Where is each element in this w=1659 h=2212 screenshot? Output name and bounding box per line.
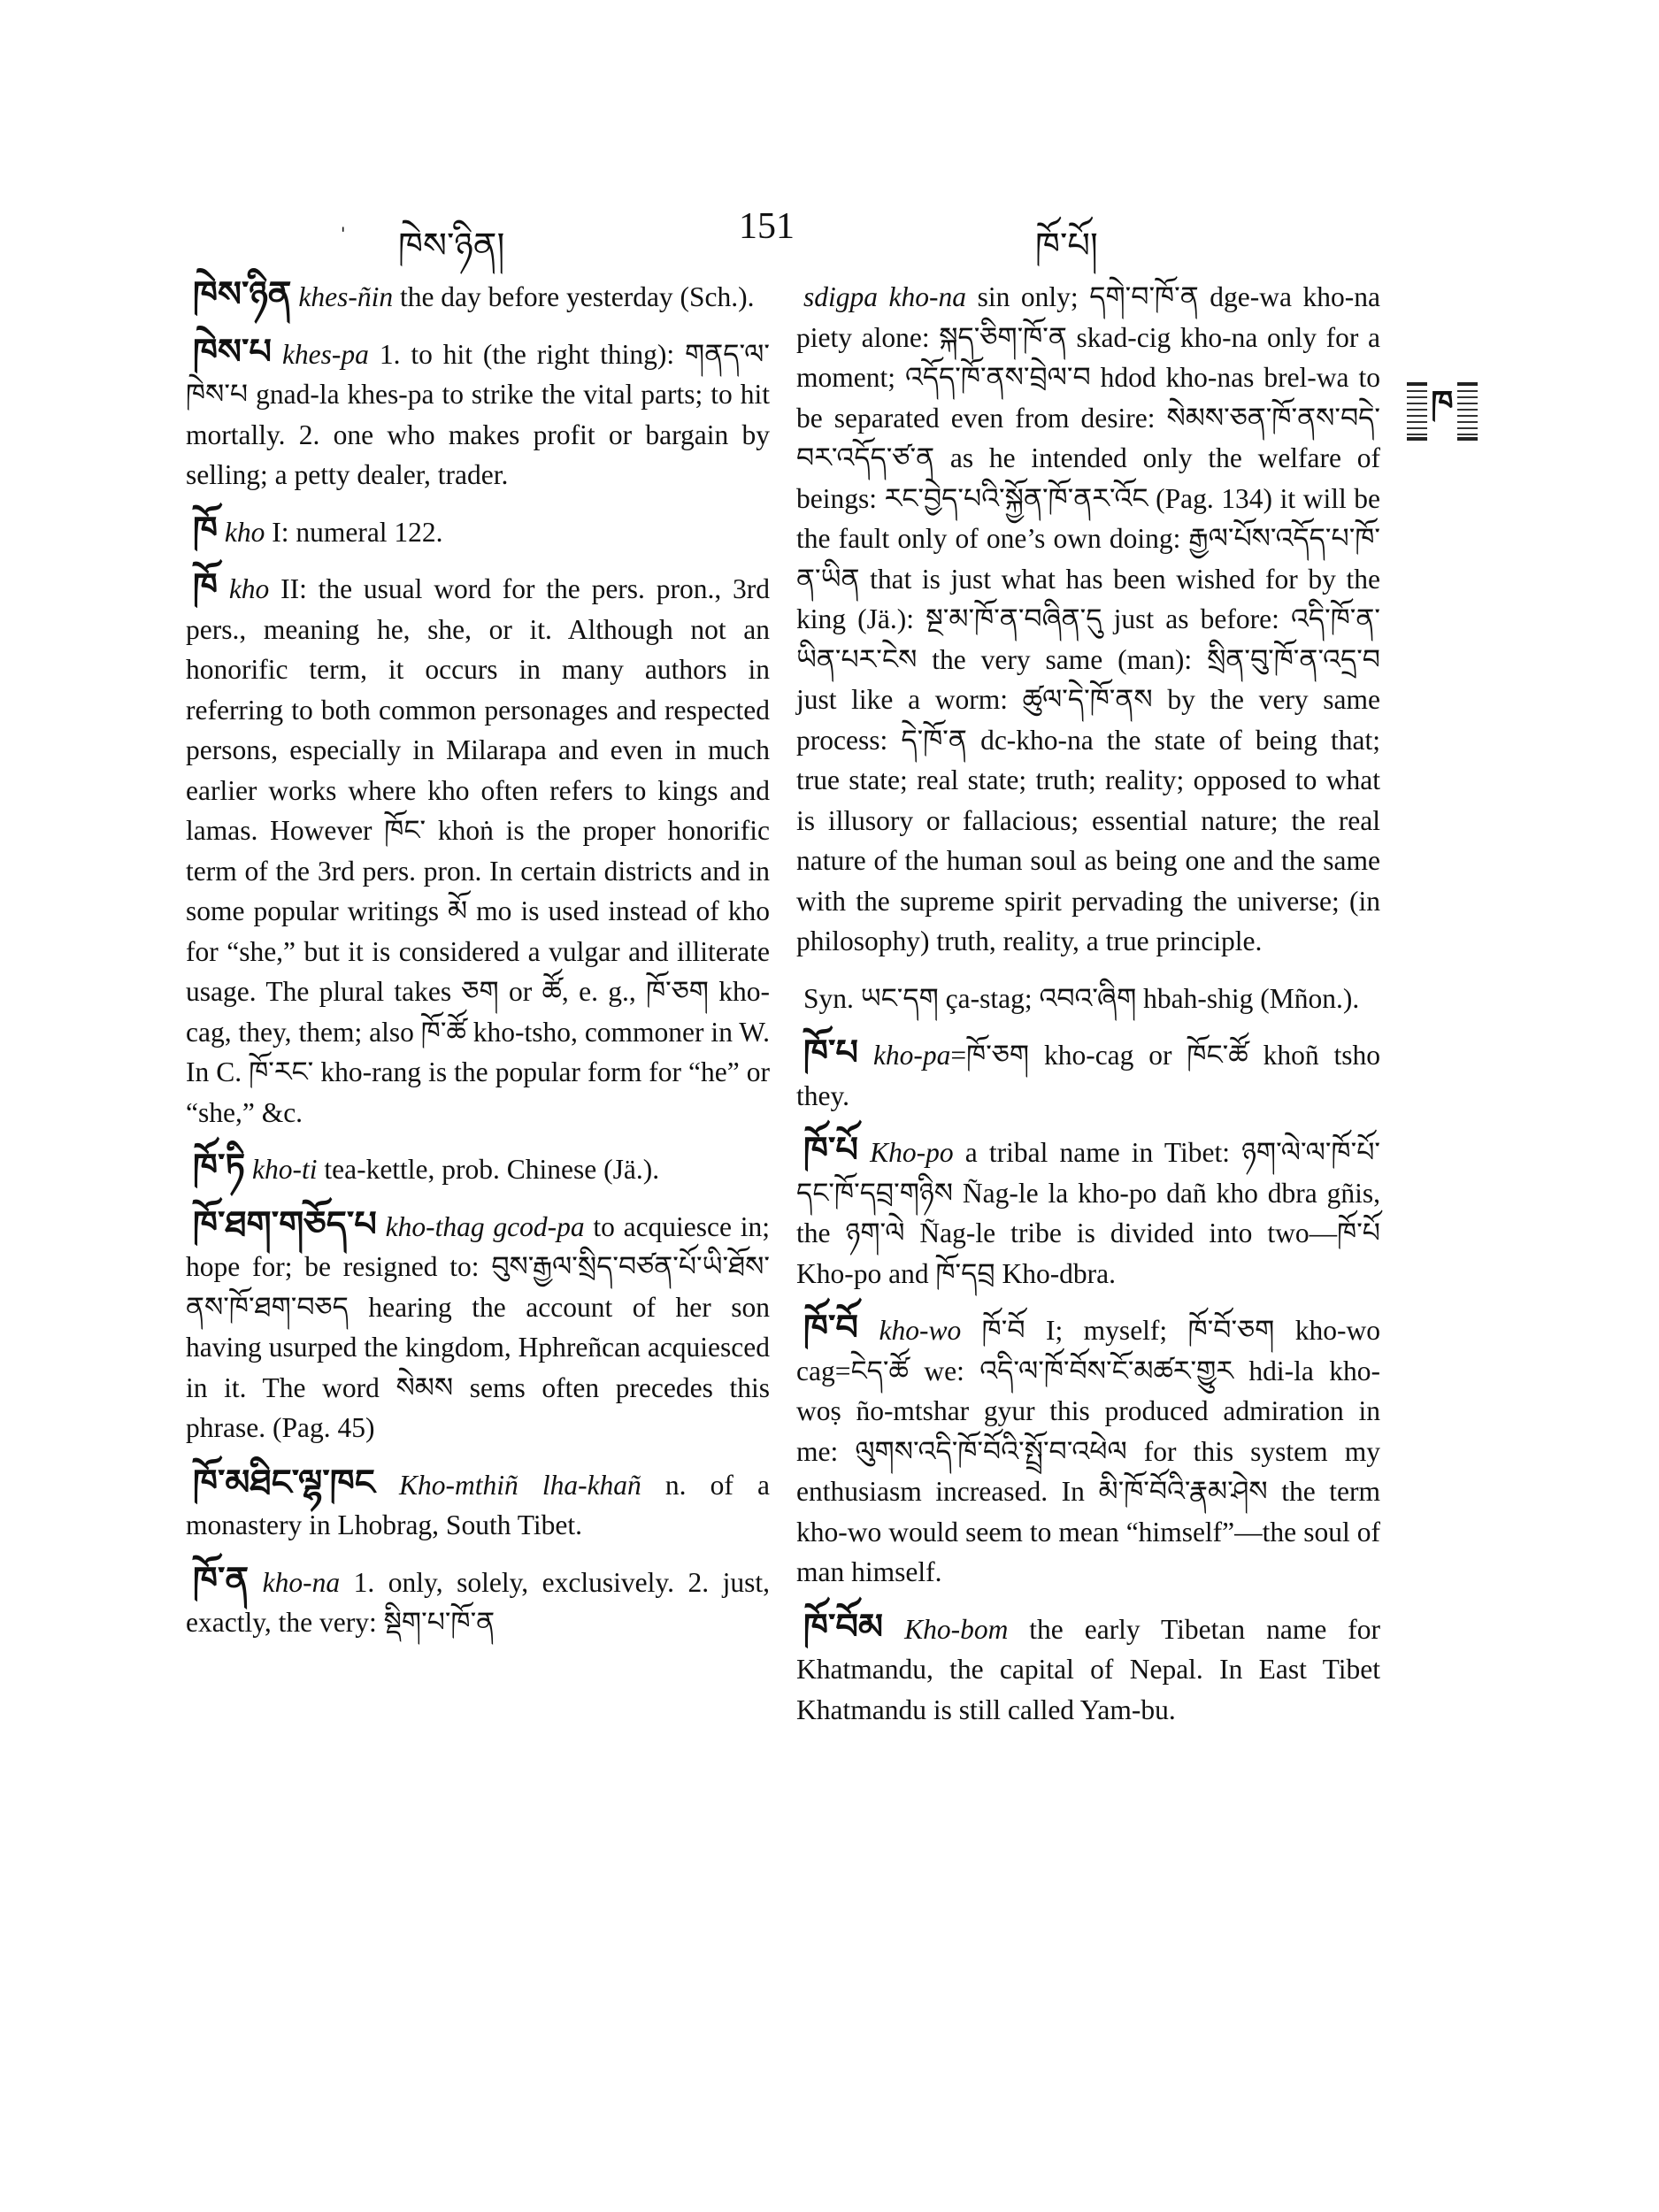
- headword: ཁོ་ན: [193, 1559, 250, 1600]
- dictionary-entry: [186, 332, 770, 495]
- transliteration: khes-ñin: [298, 281, 394, 312]
- definition: to acquiesce in; hope for; be resigned to: བུས་རྒྱལ་སྲིད་བཙན་པོ་ཡི་ཐོས་ནས་ཁོ་ཐག་བཅད hearing the account of her son having usurped the kingdom, Hphreñcan acquiesced in it. The word སེམས sems often precedes this phrase. (Pag. 45): [186, 1210, 771, 1443]
- header-right-guide-word: ཁོ་པོ།: [1035, 226, 1098, 266]
- transliteration: kho-thag gcod-pa: [385, 1210, 585, 1242]
- dictionary-entry: [796, 1308, 1380, 1593]
- transliteration: sdigpa kho-na: [803, 281, 967, 312]
- dictionary-entry: [796, 976, 1380, 1019]
- left-column: [186, 274, 770, 1657]
- header-mark: ': [341, 223, 346, 244]
- headword: ཁོ་བོ: [803, 1308, 859, 1348]
- transliteration: Kho-mthiñ lha-khañ: [398, 1469, 641, 1501]
- headword: ཁོ་ཏི: [193, 1147, 246, 1187]
- headword: ཁོ་པ: [803, 1033, 859, 1072]
- transliteration: kho: [224, 516, 265, 548]
- headword: ཁེས་པ: [193, 331, 273, 372]
- thumb-index-tab: [1407, 382, 1478, 441]
- definition: Syn. ཡང་དག ça-stag; འབའ་ཞིག hbah-shig (Mñon.).: [803, 982, 1360, 1014]
- dictionary-entry: [186, 274, 770, 318]
- running-header: [0, 205, 1659, 267]
- dictionary-entry: [796, 274, 1380, 962]
- dictionary-entry: [796, 1607, 1380, 1731]
- definition: ཁོ་བོ I; myself; ཁོ་བོ་ཅག kho-wo cag=ངེད་ཚོ we: འདི་ལ་ཁོ་བོས་ངོ་མཚར་གྱུར hdi-la kho-woṣ ño-mtshar gyur this produced admiration in me: ལུགས་འདི་ཁོ་བོའི་སྤྲོ་བ་འཕེལ for this system my enthusiasm increased. In མི་ཁོ་བོའི་རྣམ་ཤེས the term kho-wo would seem to mean “himself”—the soul of man himself.: [796, 1315, 1380, 1587]
- headword: ཁོ་མཐིང་ལྷ་ཁང: [193, 1462, 375, 1502]
- right-column: [796, 274, 1380, 1744]
- definition: 1. only, solely, exclusively. 2. just, exactly, the very: སྡིག་པ་ཁོ་ན: [186, 1566, 771, 1638]
- transliteration: Kho-po: [870, 1137, 954, 1168]
- definition: =ཁོ་ཅག kho-cag or ཁོང་ཚོ khoñ tsho they.: [796, 1040, 1380, 1111]
- transliteration: kho-ti: [252, 1154, 318, 1185]
- headword: ཁོ་བོམ: [803, 1606, 884, 1647]
- dictionary-entry: [796, 1130, 1380, 1294]
- definition: 1. to hit (the right thing): གནད་ལ་ཁེས་པ gnad-la khes-pa to strike the vital parts; to hit mortally. 2. one who makes profit or bargain by selling; a petty dealer, trader.: [186, 338, 771, 490]
- headword: ཁེས་ཉིན: [193, 274, 292, 314]
- dictionary-entry: [186, 1204, 770, 1448]
- transliteration: kho: [228, 573, 270, 604]
- definition: the early Tibetan name for Khatmandu, the capital of Nepal. In East Tibet Khatmandu is still called Yam-bu.: [796, 1613, 1380, 1725]
- definition: tea-kettle, prob. Chinese (Jä.).: [317, 1154, 660, 1185]
- transliteration: kho-wo: [879, 1315, 962, 1346]
- headword: ཁོ: [193, 566, 218, 606]
- definition: a tribal name in Tibet: ཉག་ལེ་ལ་ཁོ་པོ་དང་ཁོ་དབྲ་གཉིས Ñag-le la kho-po dañ kho dbra gñis, the ཉག་ལེ Ñag-le tribe is divided into two—ཁོ་པོ Kho-po and ཁོ་དབྲ Kho-dbra.: [796, 1137, 1380, 1289]
- dictionary-entry: [186, 1560, 770, 1643]
- definition: I: numeral 122.: [265, 516, 443, 548]
- headword: ཁོ: [193, 509, 218, 549]
- dictionary-entry: [796, 1033, 1380, 1116]
- transliteration: kho-na: [262, 1566, 341, 1598]
- definition: the day before yesterday (Sch.).: [393, 281, 755, 312]
- dictionary-entry: [186, 566, 770, 1133]
- dictionary-entry: [186, 1147, 770, 1190]
- headword: ཁོ་ཐག་གཅོད་པ: [193, 1203, 377, 1244]
- dictionary-entry: [186, 510, 770, 553]
- headword: ཁོ་པོ: [803, 1130, 859, 1170]
- transliteration: khes-pa: [281, 338, 369, 370]
- definition: II: the usual word for the pers. pron., 3rd pers., meaning he, she, or it. Although not an honorific term, it occurs in many authors in referring to both common personages and respected persons, especially in Milarapa and even in much earlier works where kho often refers to kings and lamas. However ཁོང་ khoṅ is the proper honorific term of the 3rd pers. pron. In certain districts and in some popular writings མོ mo is used instead of kho for “she,” but it is considered a vulgar and illiterate usage. The plural takes ཅག or ཚོ, e. g., ཁོ་ཅག kho-cag, they, them; also ཁོ་ཚོ kho-tsho, commoner in W. In C. ཁོ་རང་ kho-rang is the popular form for “he” or “she,” &c.: [186, 573, 771, 1128]
- page-number: 151: [739, 206, 795, 247]
- definition: n. of a monastery in Lhobrag, South Tibet.: [186, 1469, 770, 1540]
- transliteration: Kho-bom: [904, 1613, 1009, 1645]
- thumb-index-letter: ཁ: [1427, 366, 1456, 457]
- definition: sin only; དགེ་བ་ཁོ་ན dge-wa kho-na piety alone: སྐད་ཅིག་ཁོ་ན skad-cig kho-na only for a moment; འདོད་ཁོ་ནས་བྲེལ་བ hdod kho-nas brel-wa to be separated even from desire: སེམས་ཅན་ཁོ་ནས་བདེ་བར་འདོད་ཙ་ན as he intended only the welfare of beings: རང་བྱེད་པའི་སྐྱོན་ཁོ་ནར་འོང (Pag. 134) it will be the fault only of one’s own doing: རྒྱལ་པོས་འདོད་པ་ཁོ་ན་ཡིན that is just what has been wished for by the king (Jä.): སྔ་མ་ཁོ་ན་བཞིན་དུ just as before: འདི་ཁོ་ན་ཡིན་པར་ངེས the very same (man): སྲིན་བུ་ཁོ་ན་འདྲ་བ just like a worm: ཚུལ་དེ་ཁོ་ནས by the very same process: དེ་ཁོ་ན dc-kho-na the state of being that; true state; real state; truth; reality; opposed to what is illusory or fallacious; essential nature; the real nature of the human soul as being one and the same with the supreme spirit pervading the universe; (in philosophy) truth, reality, a true principle.: [796, 281, 1381, 956]
- transliteration: kho-pa: [872, 1040, 951, 1071]
- header-left-guide-word: ཁེས་ཉིན།: [398, 226, 505, 266]
- dictionary-entry: [186, 1463, 770, 1546]
